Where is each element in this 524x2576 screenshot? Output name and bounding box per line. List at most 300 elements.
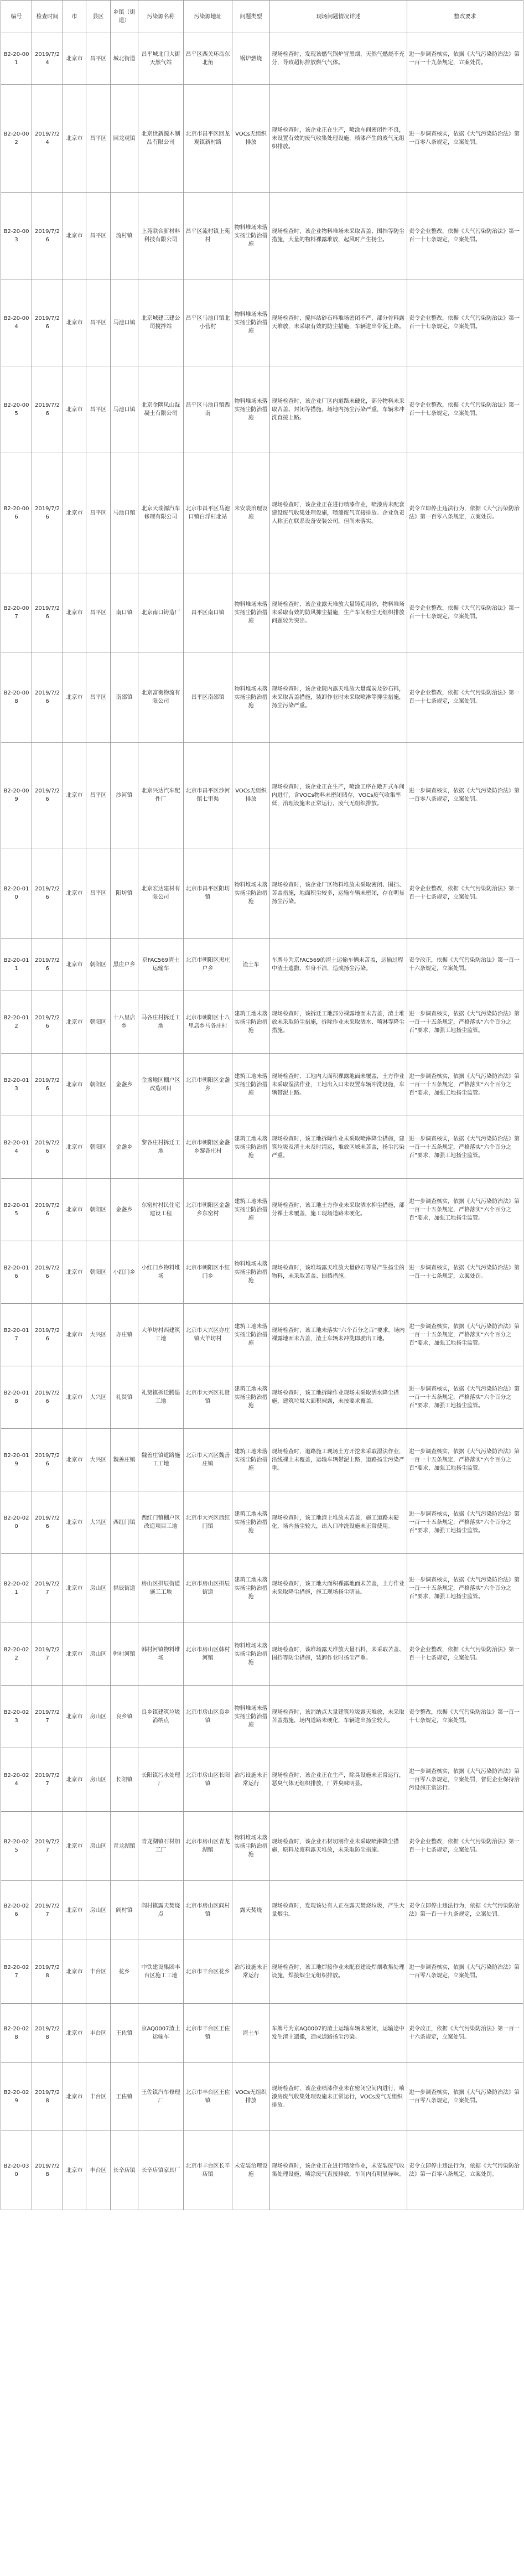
- cell-col-source-address: 北京市丰台区王佐镇: [184, 2063, 232, 2131]
- cell-col-rectification: 责令立即停止违法行为，依据《大气污染防治法》第一百零八条规定，立案处罚。: [407, 453, 523, 573]
- cell-col-source-name: 良乡镇建筑垃圾消纳点: [138, 1686, 184, 1748]
- cell-col-situation: 车牌号为京AQ0007的渣土运输车辆未密闭，运输途中发生渣土遗撒，造成道路扬尘污染。: [270, 2004, 407, 2063]
- cell-col-township: 南口镇: [111, 573, 138, 652]
- table-row: [1, 1304, 523, 1366]
- cell-col-rectification: 责令企业整改，依据《大气污染防治法》第一百一十七条规定，立案处罚。: [407, 366, 523, 453]
- table-row: [1, 1812, 523, 1881]
- table-row: [1, 2131, 523, 2210]
- cell-col-township: 长辛店镇: [111, 2131, 138, 2210]
- table-row: [1, 939, 523, 991]
- table-row: [1, 2063, 523, 2131]
- cell-col-id: B2-20-030: [1, 2131, 32, 2210]
- cell-col-township: 西红门镇: [111, 1491, 138, 1554]
- cell-col-problem-type: 物料堆场未落实扬尘防治措施: [232, 366, 270, 453]
- header-col-situation: 现场问题情况详述: [270, 1, 407, 33]
- cell-col-situation: 现场检查时，该企业正在进行喷涂作业，未安装废气收集处理设施，喷涂废气直接排放，车间内有明显异味。: [270, 2131, 407, 2210]
- cell-col-city: 北京市: [63, 279, 86, 366]
- cell-col-problem-type: 物料堆场未落实扬尘防治措施: [232, 1241, 270, 1304]
- cell-col-problem-type: 治污设施未正常运行: [232, 1940, 270, 2004]
- cell-col-source-address: 北京市大兴区礼贤镇: [184, 1366, 232, 1429]
- cell-col-id: B2-20-018: [1, 1366, 32, 1429]
- cell-col-check-time: 2019/7/26: [32, 1491, 63, 1554]
- table-row: [1, 1748, 523, 1812]
- cell-col-county: 房山区: [86, 1748, 111, 1812]
- cell-col-source-name: 韩村河镇物料堆场: [138, 1623, 184, 1686]
- header-col-id: 编号: [1, 1, 32, 33]
- table-row: [1, 1686, 523, 1748]
- cell-col-problem-type: 建筑工地未落实扬尘防治措施: [232, 1491, 270, 1554]
- cell-col-county: 昌平区: [86, 652, 111, 743]
- cell-col-township: 南邵镇: [111, 652, 138, 743]
- cell-col-id: B2-20-021: [1, 1554, 32, 1623]
- cell-col-id: B2-20-020: [1, 1491, 32, 1554]
- cell-col-problem-type: 未安装治理设施: [232, 453, 270, 573]
- cell-col-city: 北京市: [63, 1366, 86, 1429]
- cell-col-id: B2-20-011: [1, 939, 32, 991]
- cell-col-township: 城北街道: [111, 33, 138, 85]
- cell-col-township: 亦庄镇: [111, 1304, 138, 1366]
- cell-col-problem-type: 物料堆场未落实扬尘防治措施: [232, 652, 270, 743]
- cell-col-county: 昌平区: [86, 193, 111, 279]
- cell-col-problem-type: VOCs无组织排放: [232, 85, 270, 193]
- cell-col-check-time: 2019/7/27: [32, 1812, 63, 1881]
- cell-col-id: B2-20-013: [1, 1054, 32, 1116]
- table-row: [1, 848, 523, 939]
- cell-col-source-address: 北京市房山区青龙湖镇: [184, 1812, 232, 1881]
- cell-col-check-time: 2019/7/26: [32, 1366, 63, 1429]
- cell-col-county: 丰台区: [86, 2063, 111, 2131]
- cell-col-source-address: 昌平区马池口镇西南: [184, 366, 232, 453]
- cell-col-check-time: 2019/7/26: [32, 193, 63, 279]
- cell-col-id: B2-20-017: [1, 1304, 32, 1366]
- cell-col-township: 马池口镇: [111, 366, 138, 453]
- cell-col-city: 北京市: [63, 2004, 86, 2063]
- cell-col-check-time: 2019/7/26: [32, 366, 63, 453]
- cell-col-rectification: 进一步调查核实，依据《大气污染防治法》第一百一十五条规定，严格落实“六个百分之百”要求，加强工地扬尘监管。: [407, 1554, 523, 1623]
- cell-col-check-time: 2019/7/26: [32, 743, 63, 848]
- cell-col-problem-type: 露天焚烧: [232, 1881, 270, 1940]
- cell-col-id: B2-20-022: [1, 1623, 32, 1686]
- cell-col-source-name: 北京富衡物流有限公司: [138, 652, 184, 743]
- cell-col-check-time: 2019/7/27: [32, 1748, 63, 1812]
- cell-col-problem-type: 渣土车: [232, 2004, 270, 2063]
- cell-col-city: 北京市: [63, 1491, 86, 1554]
- header-col-source-address: 污染源地址: [184, 1, 232, 33]
- cell-col-situation: 现场检查时，搅拌站砂石料堆场密闭不严，部分骨料露天堆放，未采取有效的防尘措施，车辆进出带泥上路。: [270, 279, 407, 366]
- cell-col-county: 朝阳区: [86, 1179, 111, 1241]
- cell-col-city: 北京市: [63, 366, 86, 453]
- cell-col-check-time: 2019/7/26: [32, 573, 63, 652]
- table-row: [1, 1241, 523, 1304]
- cell-col-source-address: 北京市房山区良乡镇: [184, 1686, 232, 1748]
- cell-col-source-address: 北京市大兴区西红门镇: [184, 1491, 232, 1554]
- cell-col-id: B2-20-028: [1, 2004, 32, 2063]
- table-row: [1, 573, 523, 652]
- cell-col-situation: 现场检查时，该企业正在进行喷漆作业，喷漆房未配套建设废气收集处理设施，喷漆废气直接排放。企业负责人称正在联系设备安装公司，但尚未落实。: [270, 453, 407, 573]
- cell-col-source-name: 北京南口铸造厂: [138, 573, 184, 652]
- cell-col-rectification: 进一步调查核实，依据《大气污染防治法》第一百零八条规定，立案处罚。: [407, 1940, 523, 2004]
- table-row: [1, 1881, 523, 1940]
- cell-col-rectification: 责令改正，依据《大气污染防治法》第一百一十六条规定，立案处罚。: [407, 939, 523, 991]
- cell-col-township: 青龙湖镇: [111, 1812, 138, 1881]
- cell-col-source-name: 北京世新源木制品有限公司: [138, 85, 184, 193]
- cell-col-city: 北京市: [63, 1116, 86, 1179]
- cell-col-source-name: 北京城建三建公司搅拌站: [138, 279, 184, 366]
- cell-col-city: 北京市: [63, 85, 86, 193]
- cell-col-city: 北京市: [63, 1179, 86, 1241]
- cell-col-source-address: 昌平区南邵镇: [184, 652, 232, 743]
- cell-col-problem-type: 锅炉燃烧: [232, 33, 270, 85]
- cell-col-rectification: 进一步调查核实，依据《大气污染防治法》第一百一十五条规定，严格落实“六个百分之百”要求，加强工地扬尘监管。: [407, 1491, 523, 1554]
- cell-col-county: 房山区: [86, 1881, 111, 1940]
- cell-col-source-address: 北京市朝阳区小红门乡: [184, 1241, 232, 1304]
- cell-col-rectification: 进一步调查核实，依据《大气污染防治法》第一百一十五条规定，严格落实“六个百分之百”要求，加强工地扬尘监管。: [407, 1429, 523, 1491]
- cell-col-check-time: 2019/7/26: [32, 848, 63, 939]
- cell-col-problem-type: 物料堆场未落实扬尘防治措施: [232, 848, 270, 939]
- cell-col-city: 北京市: [63, 1940, 86, 2004]
- cell-col-source-address: 昌平区马池口镇北小营村: [184, 279, 232, 366]
- cell-col-check-time: 2019/7/26: [32, 453, 63, 573]
- cell-col-source-name: 东窑村村民住宅建设工程: [138, 1179, 184, 1241]
- cell-col-source-name: 长阳镇污水处理厂: [138, 1748, 184, 1812]
- cell-col-township: 韩村河镇: [111, 1623, 138, 1686]
- table-row: [1, 1179, 523, 1241]
- cell-col-problem-type: 建筑工地未落实扬尘防治措施: [232, 1366, 270, 1429]
- table-row: [1, 279, 523, 366]
- cell-col-city: 北京市: [63, 1241, 86, 1304]
- cell-col-check-time: 2019/7/27: [32, 1623, 63, 1686]
- cell-col-problem-type: 物料堆场未落实扬尘防治措施: [232, 1623, 270, 1686]
- cell-col-check-time: 2019/7/28: [32, 2063, 63, 2131]
- table-row: [1, 652, 523, 743]
- cell-col-source-address: 北京市昌平区沙河镇七里渠: [184, 743, 232, 848]
- cell-col-source-name: 北京兴达汽车配件厂: [138, 743, 184, 848]
- cell-col-county: 丰台区: [86, 2004, 111, 2063]
- cell-col-rectification: 责令企业整改，依据《大气污染防治法》第一百一十七条规定，立案处罚。: [407, 652, 523, 743]
- cell-col-rectification: 进一步调查核实，依据《大气污染防治法》第一百一十五条规定，严格落实“六个百分之百”要求，加强工地扬尘监管。: [407, 1179, 523, 1241]
- cell-col-id: B2-20-012: [1, 991, 32, 1054]
- table-row: [1, 33, 523, 85]
- cell-col-rectification: 进一步调查核实，依据《大气污染防治法》第一百一十七条规定，立案处罚。: [407, 1241, 523, 1304]
- cell-col-county: 朝阳区: [86, 991, 111, 1054]
- cell-col-township: 长阳镇: [111, 1748, 138, 1812]
- cell-col-check-time: 2019/7/26: [32, 991, 63, 1054]
- cell-col-problem-type: 建筑工地未落实扬尘防治措施: [232, 1054, 270, 1116]
- cell-col-check-time: 2019/7/26: [32, 1304, 63, 1366]
- cell-col-rectification: 责令立即停止违法行为，依据《大气污染防治法》第一百零八条规定，立案处罚。: [407, 2131, 523, 2210]
- cell-col-source-address: 昌平区南口镇: [184, 573, 232, 652]
- cell-col-situation: 现场检查时，该企业厂区物料堆放未采取密闭、围挡、苫盖措施，地面积尘较多，运输车辆未密闭，存在明显扬尘污染。: [270, 848, 407, 939]
- cell-col-city: 北京市: [63, 743, 86, 848]
- cell-col-township: 阳坊镇: [111, 848, 138, 939]
- cell-col-situation: 现场检查时，该企业厂区内道路未硬化，部分物料未采取苫盖、封闭等措施，场地内扬尘污染严重，车辆未冲洗直接上路。: [270, 366, 407, 453]
- cell-col-problem-type: 渣土车: [232, 939, 270, 991]
- table-row: [1, 1116, 523, 1179]
- cell-col-situation: 现场检查时，该企业正在生产，喷涂车间密闭性不良，未设置有效的废气收集处理设施，喷漆产生的废气无组织排放。: [270, 85, 407, 193]
- cell-col-source-name: 小红门乡物料堆场: [138, 1241, 184, 1304]
- cell-col-source-name: 长辛店镇家具厂: [138, 2131, 184, 2210]
- cell-col-county: 昌平区: [86, 453, 111, 573]
- cell-col-city: 北京市: [63, 1881, 86, 1940]
- cell-col-rectification: 进一步调查核实，依据《大气污染防治法》第一百零八条规定，立案处罚，督促企业保持治污设施正常运行。: [407, 1748, 523, 1812]
- cell-col-city: 北京市: [63, 652, 86, 743]
- cell-col-id: B2-20-027: [1, 1940, 32, 2004]
- cell-col-situation: 现场检查时，工地内大面积裸露地面未覆盖，土方作业未采取湿法作业，工地出入口未设置车辆冲洗设施，车辆带泥上路。: [270, 1054, 407, 1116]
- cell-col-check-time: 2019/7/27: [32, 1881, 63, 1940]
- cell-col-source-name: 北京金隅凤山混凝土有限公司: [138, 366, 184, 453]
- cell-col-situation: 现场检查时，该工地大面积裸露地面未苫盖，土方作业未采取降尘措施，施工现场扬尘明显。: [270, 1554, 407, 1623]
- table-row: [1, 1054, 523, 1116]
- cell-col-city: 北京市: [63, 1686, 86, 1748]
- cell-col-county: 昌平区: [86, 85, 111, 193]
- cell-col-problem-type: 物料堆场未落实扬尘防治措施: [232, 1812, 270, 1881]
- cell-col-township: 黑庄户乡: [111, 939, 138, 991]
- cell-col-source-address: 北京市大兴区魏善庄镇: [184, 1429, 232, 1491]
- cell-col-id: B2-20-016: [1, 1241, 32, 1304]
- cell-col-id: B2-20-007: [1, 573, 32, 652]
- cell-col-source-address: 北京市朝阳区金盏乡: [184, 1054, 232, 1116]
- cell-col-source-address: 北京市朝阳区金盏乡黎各庄村: [184, 1116, 232, 1179]
- table-header-row: [1, 1, 523, 33]
- cell-col-situation: 现场检查时，道路施工现场土方开挖未采取湿法作业，沿线裸土未覆盖，运输车辆带泥上路，道路扬尘污染严重。: [270, 1429, 407, 1491]
- header-col-city: 市: [63, 1, 86, 33]
- cell-col-situation: 现场检查时，发现该处有人正在露天焚烧垃圾，产生大量烟尘。: [270, 1881, 407, 1940]
- table-row: [1, 2004, 523, 2063]
- cell-col-situation: 现场检查时，该企业石材切割作业未采取喷淋降尘措施，原料及废料露天堆放，未采取防尘措施。: [270, 1812, 407, 1881]
- cell-col-situation: 现场检查时，该堆场露天堆放大量砂石等易产生扬尘的物料，未采取苫盖、围挡措施。: [270, 1241, 407, 1304]
- cell-col-problem-type: 建筑工地未落实扬尘防治措施: [232, 1179, 270, 1241]
- header-col-source-name: 污染源名称: [138, 1, 184, 33]
- cell-col-city: 北京市: [63, 1304, 86, 1366]
- cell-col-source-name: 房山区拱辰街道施工工地: [138, 1554, 184, 1623]
- cell-col-city: 北京市: [63, 991, 86, 1054]
- cell-col-id: B2-20-003: [1, 193, 32, 279]
- cell-col-rectification: 责令企业整改，依据《大气污染防治法》第一百一十七条规定，立案处罚。: [407, 1623, 523, 1686]
- cell-col-problem-type: 建筑工地未落实扬尘防治措施: [232, 1554, 270, 1623]
- cell-col-situation: 现场检查时，该企业物料堆场未采取苫盖、围挡等防尘措施，大量的物料裸露堆放，起风时产生扬尘。: [270, 193, 407, 279]
- cell-col-situation: 现场检查时，该拆迁工地部分裸露地面未苫盖，渣土堆放未采取防尘措施，拆除作业未采取洒水、喷淋等降尘措施。: [270, 991, 407, 1054]
- cell-col-township: 魏善庄镇: [111, 1429, 138, 1491]
- cell-col-id: B2-20-029: [1, 2063, 32, 2131]
- cell-col-source-name: 京FAC569渣土运输车: [138, 939, 184, 991]
- cell-col-city: 北京市: [63, 1554, 86, 1623]
- cell-col-problem-type: 物料堆场未落实扬尘防治措施: [232, 573, 270, 652]
- cell-col-check-time: 2019/7/26: [32, 939, 63, 991]
- cell-col-township: 良乡镇: [111, 1686, 138, 1748]
- cell-col-source-address: 北京市昌平区阳坊镇: [184, 848, 232, 939]
- cell-col-situation: 现场检查时，该企业正在生产，喷涂工序在敞开式车间内进行，含VOCs物料未密闭储存，VOCs废气收集率低，治理设施未正常运行，废气无组织排放。: [270, 743, 407, 848]
- cell-col-source-address: 北京市昌平区马池口镇白浮村北站: [184, 453, 232, 573]
- table-row: [1, 366, 523, 453]
- cell-col-township: 王佐镇: [111, 2004, 138, 2063]
- cell-col-problem-type: 未安装治理设施: [232, 2131, 270, 2210]
- cell-col-source-name: 上苑联合新材料科技有限公司: [138, 193, 184, 279]
- cell-col-city: 北京市: [63, 2063, 86, 2131]
- cell-col-township: 沙河镇: [111, 743, 138, 848]
- cell-col-source-name: 黎各庄村拆迁工地: [138, 1116, 184, 1179]
- cell-col-problem-type: 物料堆场未落实扬尘防治措施: [232, 193, 270, 279]
- cell-col-township: 小红门乡: [111, 1241, 138, 1304]
- cell-col-source-name: 金盏地区棚户区改造项目: [138, 1054, 184, 1116]
- cell-col-situation: 车牌号为京FAC569的渣土运输车辆未苫盖，运输过程中渣土遗撒，车身不洁，造成扬尘污染。: [270, 939, 407, 991]
- cell-col-township: 金盏乡: [111, 1179, 138, 1241]
- cell-col-source-name: 北京天瑞源汽车修理有限公司: [138, 453, 184, 573]
- cell-col-source-name: 昌平城北门大街天然气站: [138, 33, 184, 85]
- cell-col-check-time: 2019/7/26: [32, 1179, 63, 1241]
- cell-col-rectification: 进一步调查核实，依据《大气污染防治法》第一百一十五条规定，严格落实“六个百分之百”要求，加强工地扬尘监管。: [407, 1304, 523, 1366]
- cell-col-source-name: 京AQ0007渣土运输车: [138, 2004, 184, 2063]
- cell-col-id: B2-20-002: [1, 85, 32, 193]
- table-row: [1, 193, 523, 279]
- cell-col-source-address: 北京市丰台区王佐镇: [184, 2004, 232, 2063]
- cell-col-source-name: 青龙湖镇石材加工厂: [138, 1812, 184, 1881]
- cell-col-problem-type: VOCs无组织排放: [232, 2063, 270, 2131]
- cell-col-rectification: 责令企业整改，依据《大气污染防治法》第一百一十七条规定，立案处罚。: [407, 848, 523, 939]
- cell-col-city: 北京市: [63, 1054, 86, 1116]
- cell-col-county: 昌平区: [86, 743, 111, 848]
- cell-col-check-time: 2019/7/28: [32, 2004, 63, 2063]
- cell-col-source-address: 北京市丰台区花乡: [184, 1940, 232, 2004]
- cell-col-county: 朝阳区: [86, 1054, 111, 1116]
- cell-col-check-time: 2019/7/26: [32, 1241, 63, 1304]
- cell-col-check-time: 2019/7/26: [32, 1054, 63, 1116]
- table-row: [1, 1623, 523, 1686]
- cell-col-situation: 现场检查时，该企业院内露天堆放大量煤炭及砂石料，未采取苫盖措施，装卸作业时未采取喷淋等抑尘措施，扬尘污染严重。: [270, 652, 407, 743]
- table-body: [1, 33, 523, 2210]
- cell-col-city: 北京市: [63, 193, 86, 279]
- cell-col-county: 房山区: [86, 1686, 111, 1748]
- cell-col-city: 北京市: [63, 1748, 86, 1812]
- cell-col-problem-type: VOCs无组织排放: [232, 743, 270, 848]
- cell-col-rectification: 进一步调查核实，依据《大气污染防治法》第一百一十五条规定，严格落实“六个百分之百”要求，加强工地扬尘监管。: [407, 1366, 523, 1429]
- cell-col-id: B2-20-025: [1, 1812, 32, 1881]
- cell-col-id: B2-20-009: [1, 743, 32, 848]
- cell-col-rectification: 责令改正，依据《大气污染防治法》第一百一十六条规定，立案处罚。: [407, 2004, 523, 2063]
- cell-col-county: 大兴区: [86, 1429, 111, 1491]
- cell-col-township: 金盏乡: [111, 1054, 138, 1116]
- cell-col-check-time: 2019/7/26: [32, 1116, 63, 1179]
- cell-col-check-time: 2019/7/26: [32, 1429, 63, 1491]
- cell-col-id: B2-20-014: [1, 1116, 32, 1179]
- cell-col-situation: 现场检查时，该工地拆除作业现场未采取洒水降尘措施，建筑垃圾大面积裸露，未按要求覆盖。: [270, 1366, 407, 1429]
- cell-col-problem-type: 物料堆场未落实扬尘防治措施: [232, 1686, 270, 1748]
- cell-col-township: 马池口镇: [111, 453, 138, 573]
- cell-col-source-name: 阎村镇露天焚烧点: [138, 1881, 184, 1940]
- cell-col-rectification: 进一步调查核实，依据《大气污染防治法》第一百零八条规定，立案处罚。: [407, 2063, 523, 2131]
- cell-col-source-name: 王佐镇汽车修理厂: [138, 2063, 184, 2131]
- cell-col-situation: 现场检查时，该堆场露天堆放大量石料，未采取苫盖、围挡等防尘措施，装卸作业时扬尘严重。: [270, 1623, 407, 1686]
- cell-col-township: 金盏乡: [111, 1116, 138, 1179]
- cell-col-problem-type: 建筑工地未落实扬尘防治措施: [232, 991, 270, 1054]
- cell-col-situation: 现场检查时，该工地拆除作业未采取喷淋降尘措施，建筑垃圾及渣土未及时清运，堆放区域未苫盖，扬尘污染严重。: [270, 1116, 407, 1179]
- cell-col-source-address: 北京市朝阳区金盏乡东窑村: [184, 1179, 232, 1241]
- cell-col-source-address: 北京市房山区拱辰街道: [184, 1554, 232, 1623]
- cell-col-id: B2-20-010: [1, 848, 32, 939]
- cell-col-check-time: 2019/7/24: [32, 85, 63, 193]
- cell-col-township: 回龙观镇: [111, 85, 138, 193]
- table-row: [1, 743, 523, 848]
- cell-col-source-address: 北京市大兴区亦庄镇大羊坊村: [184, 1304, 232, 1366]
- cell-col-id: B2-20-026: [1, 1881, 32, 1940]
- cell-col-rectification: 进一步调查核实，依据《大气污染防治法》第一百一十五条规定，严格落实“六个百分之百”要求，加强工地扬尘监管。: [407, 991, 523, 1054]
- inspection-table: [1, 0, 523, 2210]
- cell-col-rectification: 责令企业整改，依据《大气污染防治法》第一百一十七条规定，立案处罚。: [407, 1812, 523, 1881]
- cell-col-check-time: 2019/7/27: [32, 1686, 63, 1748]
- cell-col-rectification: 进一步调查核实，依据《大气污染防治法》第一百一十九条规定，立案处罚。: [407, 33, 523, 85]
- cell-col-source-name: 北京宏达建材有限公司: [138, 848, 184, 939]
- cell-col-source-address: 昌平区西关环岛东北角: [184, 33, 232, 85]
- table-row: [1, 453, 523, 573]
- cell-col-situation: 现场检查时，该消纳点大量建筑垃圾露天堆放，未采取苫盖措施，场内道路未硬化，车辆进出扬尘较大。: [270, 1686, 407, 1748]
- cell-col-source-address: 北京市朝阳区黑庄户乡: [184, 939, 232, 991]
- table-row: [1, 1940, 523, 2004]
- cell-col-check-time: 2019/7/28: [32, 2131, 63, 2210]
- cell-col-check-time: 2019/7/27: [32, 1554, 63, 1623]
- table-row: [1, 85, 523, 193]
- cell-col-county: 昌平区: [86, 33, 111, 85]
- cell-col-problem-type: 建筑工地未落实扬尘防治措施: [232, 1304, 270, 1366]
- cell-col-county: 昌平区: [86, 279, 111, 366]
- cell-col-township: 流村镇: [111, 193, 138, 279]
- cell-col-county: 昌平区: [86, 366, 111, 453]
- cell-col-source-name: 中铁建设集团丰台区施工工地: [138, 1940, 184, 2004]
- cell-col-county: 房山区: [86, 1623, 111, 1686]
- cell-col-township: 十八里店乡: [111, 991, 138, 1054]
- cell-col-source-address: 北京市昌平区回龙观镇新村路: [184, 85, 232, 193]
- cell-col-county: 丰台区: [86, 2131, 111, 2210]
- cell-col-id: B2-20-015: [1, 1179, 32, 1241]
- table-row: [1, 991, 523, 1054]
- cell-col-source-name: 礼贤镇拆迁腾退工地: [138, 1366, 184, 1429]
- cell-col-rectification: 责令立即停止违法行为，依据《大气污染防治法》第一百一十九条规定，立案处罚。: [407, 1881, 523, 1940]
- cell-col-source-address: 北京市房山区长阳镇: [184, 1748, 232, 1812]
- cell-col-source-address: 北京市朝阳区十八里店乡马各庄村: [184, 991, 232, 1054]
- cell-col-id: B2-20-001: [1, 33, 32, 85]
- cell-col-situation: 现场检查时，发现该燃气锅炉冒黑烟，天然气燃烧不充分，导致超标排放燃气气体。: [270, 33, 407, 85]
- cell-col-problem-type: 治污设施未正常运行: [232, 1748, 270, 1812]
- cell-col-city: 北京市: [63, 939, 86, 991]
- cell-col-county: 丰台区: [86, 1940, 111, 2004]
- cell-col-problem-type: 建筑工地未落实扬尘防治措施: [232, 1429, 270, 1491]
- cell-col-problem-type: 建筑工地未落实扬尘防治措施: [232, 1116, 270, 1179]
- cell-col-rectification: 进一步调查核实，依据《大气污染防治法》第一百一十五条规定，严格落实“六个百分之百”要求，加强工地扬尘监管。: [407, 1116, 523, 1179]
- cell-col-county: 朝阳区: [86, 1241, 111, 1304]
- cell-col-situation: 现场检查时，该工地土方作业未采取洒水抑尘措施，部分裸土未覆盖，施工现场道路未硬化。: [270, 1179, 407, 1241]
- cell-col-check-time: 2019/7/26: [32, 652, 63, 743]
- cell-col-township: 拱辰街道: [111, 1554, 138, 1623]
- cell-col-rectification: 进一步调查核实，依据《大气污染防治法》第一百零八条规定，立案处罚。: [407, 85, 523, 193]
- cell-col-id: B2-20-008: [1, 652, 32, 743]
- cell-col-rectification: 责令企业整改，依据《大气污染防治法》第一百一十七条规定，立案处罚。: [407, 279, 523, 366]
- cell-col-id: B2-20-024: [1, 1748, 32, 1812]
- cell-col-source-name: 西红门镇棚户区改造项目工地: [138, 1491, 184, 1554]
- cell-col-source-address: 北京市房山区韩村河镇: [184, 1623, 232, 1686]
- cell-col-city: 北京市: [63, 1623, 86, 1686]
- cell-col-situation: 现场检查时，该工地焊接作业未配套建设焊烟收集处理设施，焊接烟尘无组织排放。: [270, 1940, 407, 2004]
- cell-col-county: 大兴区: [86, 1491, 111, 1554]
- cell-col-county: 朝阳区: [86, 939, 111, 991]
- header-col-problem-type: 问题类型: [232, 1, 270, 33]
- cell-col-city: 北京市: [63, 573, 86, 652]
- cell-col-county: 房山区: [86, 1554, 111, 1623]
- cell-col-situation: 现场检查时，该企业喷漆作业未在密闭空间内进行，喷漆房废气收集处理设施未正常运行，VOCs废气无组织排放。: [270, 2063, 407, 2131]
- cell-col-id: B2-20-005: [1, 366, 32, 453]
- cell-col-county: 昌平区: [86, 848, 111, 939]
- cell-col-city: 北京市: [63, 1812, 86, 1881]
- cell-col-township: 礼贤镇: [111, 1366, 138, 1429]
- cell-col-city: 北京市: [63, 33, 86, 85]
- cell-col-id: B2-20-004: [1, 279, 32, 366]
